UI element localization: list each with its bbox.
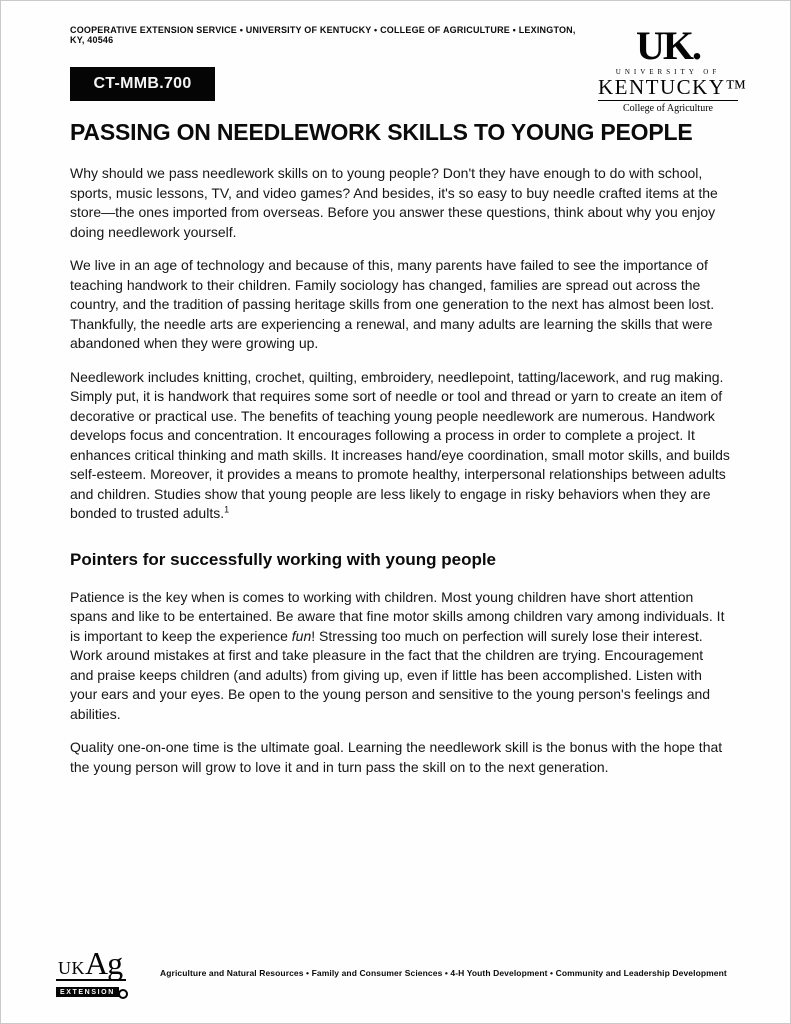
paragraph-2: We live in an age of technology and because of this, many parents have failed to see the importance of teaching handwork to their children. Family sociology has changed, families are spread out across the country, and the tradition of passing heritage skills from one generation to the next has almost been lost. Thankfully, the needle arts are experiencing a renewal, and many adults are learning the skills that were abandoned when they were growing up.	[70, 257, 715, 351]
university-of-label: UNIVERSITY OF	[615, 68, 721, 76]
college-of-agriculture-label: College of Agriculture	[623, 103, 713, 114]
masthead-line: COOPERATIVE EXTENSION SERVICE • UNIVERSITY OF KENTUCKY • COLLEGE OF AGRICULTURE • LEXINGTON, KY, 40546	[70, 25, 576, 45]
paragraph-4-text-a: Patience is the key when is comes to working with children. Most young children have short attention spans and like to be entertained. Be aware that fine motor skills among children vary among individuals. It is important to keep the experience	[70, 588, 725, 644]
extension-circle-icon	[118, 989, 128, 999]
doc-number-badge: CT-MMB.700	[70, 67, 215, 101]
extension-badge: EXTENSION	[56, 987, 119, 997]
ukag-extension-logo	[56, 947, 148, 999]
section-heading: Pointers for successfully working with young people	[70, 549, 497, 569]
ukag-uk-text: UK	[58, 958, 85, 978]
footer-departments: Agriculture and Natural Resources • Family and Consumer Sciences • 4-H Youth Development • Community and Leadership Development	[160, 968, 727, 978]
paragraph-4	[70, 588, 730, 725]
ukag-ag-text: Ag	[85, 945, 123, 981]
paragraph-4-text-b: ! Stressing too much on perfection will surely lose their interest. Work around mistakes at first and take pleasure in the fact that the children are trying. Encouragement and praise keeps children (and adults) from giving up, even if little has been accomplished. Listen with your ears and your eyes. Be open to the young person and sensitive to the young person's feelings and abilities.	[70, 627, 711, 722]
paragraph-5: Quality one-on-one time is the ultimate goal. Learning the needlework skill is the bonus with the hope that the young person will grow to love it and in turn pass the skill on to the next generation.	[70, 739, 723, 775]
paragraph-3-text: Needlework includes knitting, crochet, quilting, embroidery, needlepoint, tatting/lacework, and rug making. Simply put, it is handwork that requires some sort of needle or tool and thread or yarn to create an item of decorative or practical use. The benefits of teaching young people needlework are numerous. Handwork develops focus and concentration. It encourages following a process in order to complete a project. It enhances critical thinking and math skills. It increases hand/eye coordination, small motor skills, and builds self-esteem. Moreover, it provides a means to promote healthy, interpersonal relationships between adults and children. Studies show that young people are less likely to engage in risky behaviors when they are bonded to trusted adults.	[70, 368, 730, 521]
paragraph-1: Why should we pass needlework skills on to young people? Don't they have enough to do with school, sports, music lessons, TV, and video games? And besides, it's so easy to buy needle crafted items at the store—the ones imported from overseas. Before you answer these questions, think about why you enjoy doing needlework yourself.	[70, 165, 718, 240]
paragraph-4-italic-word: fun	[291, 627, 312, 644]
article-body	[70, 119, 730, 791]
article-title: PASSING ON NEEDLEWORK SKILLS TO YOUNG PEOPLE	[70, 119, 693, 145]
footer	[56, 947, 760, 999]
uk-college-of-agriculture-logo	[598, 23, 748, 114]
paragraph-3	[70, 368, 730, 524]
kentucky-wordmark: KENTUCKY™	[598, 75, 748, 99]
uk-monogram: UK.	[636, 23, 700, 68]
footnote-marker: 1	[224, 504, 230, 515]
ukag-wordmark	[56, 947, 126, 981]
